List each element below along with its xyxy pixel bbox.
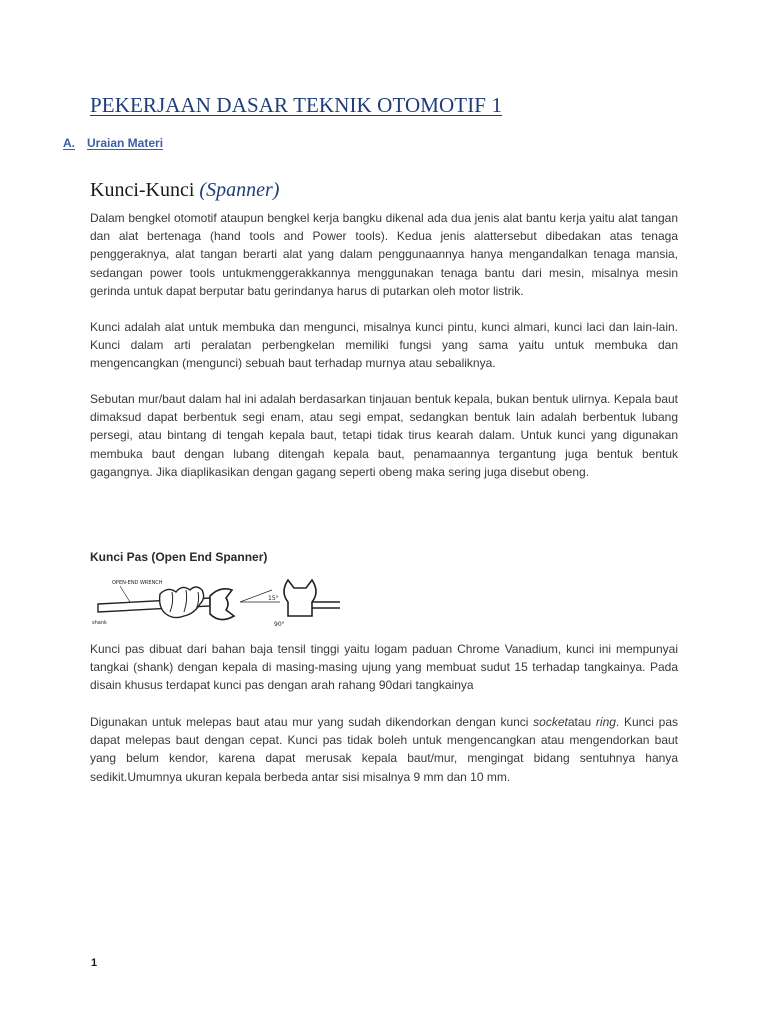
- subheading-open-end-spanner: Kunci Pas (Open End Spanner): [90, 550, 268, 564]
- topic-heading: [90, 179, 279, 202]
- paragraph-5-part-1: Digunakan untuk melepas baut atau mur yang sudah dikendorkan dengan kunci: [90, 715, 534, 729]
- paragraph-5: [90, 713, 678, 786]
- paragraph-3: Sebutan mur/baut dalam hal ini adalah berdasarkan tinjauan bentuk kepala, bukan bentuk ulirnya. Kepala baut dimaksud dapat berbentuk segi enam, atau segi empat, sedangkan bentuk lain adalah berbentuk lubang persegi, atau bintang di tengah kepala baut, tetapi tidak tirus kearah dalam. Untuk kunci yang digunakan membuka baut dengan lubang ditengah kepala baut, penamaannya tergantung juga bentuk bentuk gagangnya. Jika diaplikasikan dengan gagang seperti obeng maka sering juga disebut obeng.: [90, 392, 678, 479]
- paragraph-1: Dalam bengkel otomotif ataupun bengkel kerja bangku dikenal ada dua jenis alat bantu kerja yaitu alat tangan dan alat bertenaga (hand tools and Power tools). Kedua jenis alattersebut dibedakan atas tenaga penggeraknya, alat tangan berarti alat yang dalam penggunaannya hanya mengandalkan tenaga mansia, sedangan power tools untukmenggerakkannya menggunakan tenaga bantu dari mesin, misalnya mesin gerinda untuk dapat berputar batu gerindanya harus di putarkan oleh motor listrik.: [90, 211, 678, 298]
- angle-90-label: 90°: [274, 621, 285, 628]
- open-end-wrench-figure: [90, 572, 342, 628]
- paragraph-4: Kunci pas dibuat dari bahan baja tensil tinggi yaitu logam paduan Chrome Vanadium, kunci ini mempunyai tangkai (shank) dengan kepala di masing-masing ujung yang membuat sudut 15 terhadap tangkainya. Pada disain khusus terdapat kunci pas dengan arah rahang 90dari tangkainya: [90, 642, 678, 693]
- topic-heading-main: Kunci-Kunci: [90, 179, 200, 201]
- angle-15-label: 15°: [268, 595, 279, 602]
- paragraph-2: Kunci adalah alat untuk membuka dan mengunci, misalnya kunci pintu, kunci almari, kunci laci dan lain-lain. Kunci dalam arti peralatan perbengkelan memiliki fungsi yang sama yaitu untuk membuka dan mengencangkan (mengunci) sebuah baut terhadap murnya atau sebaliknya.: [90, 320, 678, 371]
- section-heading: [63, 136, 163, 150]
- wrench-label: OPEN-END WRENCH: [112, 580, 163, 586]
- document-title: PEKERJAAN DASAR TEKNIK OTOMOTIF 1: [90, 93, 503, 117]
- section-label: Uraian Materi: [87, 136, 164, 150]
- shank-label: shank: [92, 620, 107, 626]
- paragraph-5-italic-socket: socket: [533, 715, 568, 729]
- section-letter: A.: [63, 136, 75, 150]
- paragraph-5-part-3: . Kunci pas dapat melepas baut dengan cepat. Kunci pas tidak boleh untuk mengencangkan atau mengendorkan baut yang belum kendor, karena dapat merusak kepala baut/mur, mengingat bidang sentuhnya hanya sedikit.Umumnya ukuran kepala berbeda antar sisi misalnya 9 mm dan 10 mm.: [90, 715, 678, 784]
- paragraph-5-part-2: atau: [567, 715, 596, 729]
- topic-heading-italic: (Spanner): [199, 179, 280, 201]
- paragraph-5-italic-ring: ring: [595, 715, 616, 729]
- page-number: 1: [91, 957, 98, 969]
